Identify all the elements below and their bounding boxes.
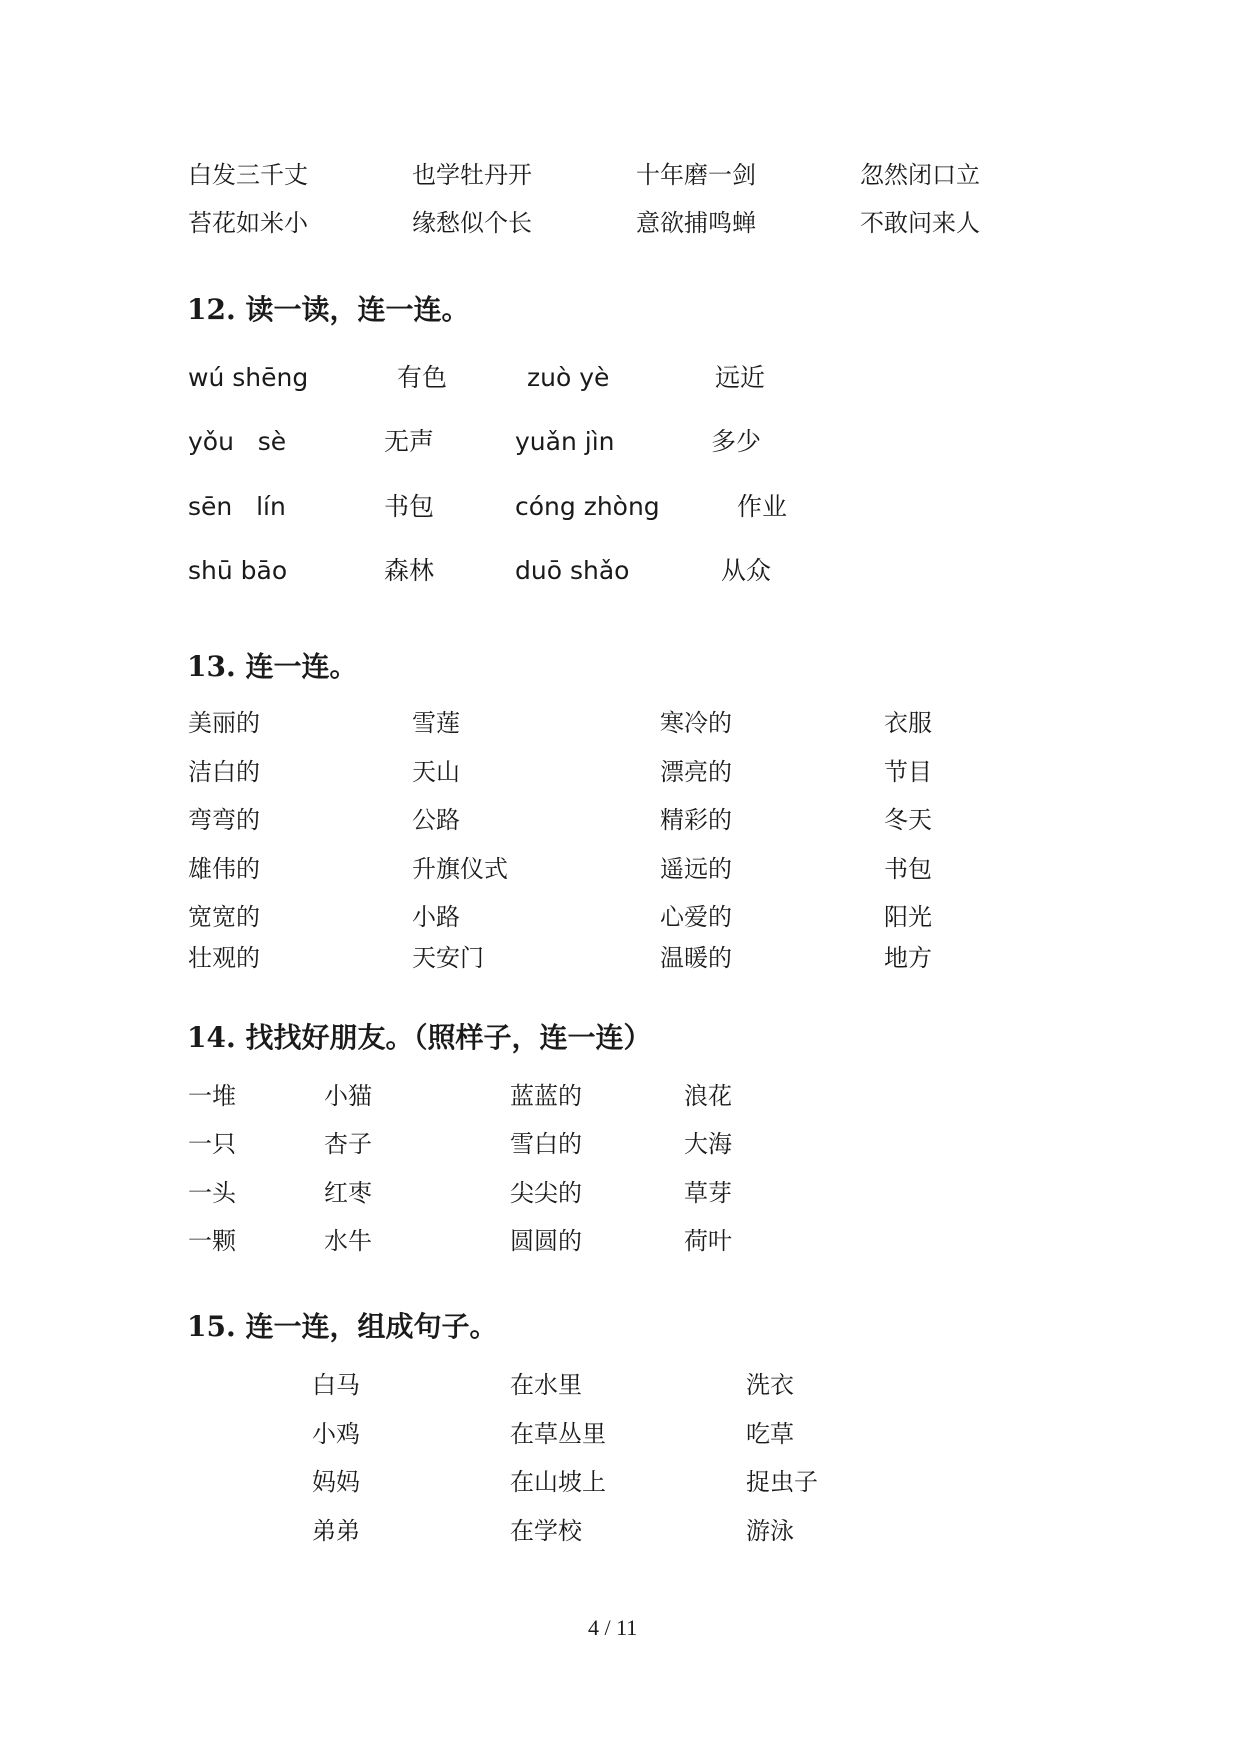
word-item: 在水里: [510, 1371, 582, 1399]
word-item: 雄伟的: [188, 855, 260, 883]
word-item: 阳光: [884, 903, 932, 931]
pinyin-item: yǒu sè: [188, 427, 287, 456]
poem-item: 不敢问来人: [860, 209, 980, 237]
word-item: 尖尖的: [510, 1179, 582, 1207]
word-item: 地方: [884, 944, 932, 972]
word-item: 衣服: [884, 709, 932, 737]
word-item: 在学校: [510, 1517, 582, 1545]
word-item: 天山: [412, 758, 460, 786]
word-item: 水牛: [324, 1227, 372, 1255]
pinyin-item: wú shēng: [188, 363, 309, 392]
pinyin-item: yuǎn jìn: [515, 427, 615, 456]
word-item: 多少: [711, 427, 762, 456]
word-item: 远近: [715, 363, 766, 392]
word-item: 小猫: [324, 1082, 372, 1110]
poem-item: 缘愁似个长: [412, 209, 532, 237]
word-item: 妈妈: [312, 1468, 360, 1496]
word-item: 在草丛里: [510, 1420, 606, 1448]
word-item: 洁白的: [188, 758, 260, 786]
word-item: 美丽的: [188, 709, 260, 737]
word-item: 红枣: [324, 1179, 372, 1207]
pinyin-item: zuò yè: [527, 363, 610, 392]
word-item: 洗衣: [746, 1371, 794, 1399]
word-item: 温暖的: [660, 944, 732, 972]
poem-item: 意欲捕鸣蝉: [636, 209, 756, 237]
word-item: 无声: [384, 427, 435, 456]
pinyin-item: shū bāo: [188, 556, 288, 585]
word-item: 吃草: [746, 1420, 794, 1448]
word-item: 小鸡: [312, 1420, 360, 1448]
question-title: 13. 连一连。: [187, 650, 358, 683]
word-item: 雪白的: [510, 1130, 582, 1158]
word-item: 大海: [684, 1130, 732, 1158]
word-item: 心爱的: [660, 903, 732, 931]
word-item: 升旗仪式: [412, 855, 508, 883]
word-item: 冬天: [884, 806, 932, 834]
word-item: 节目: [884, 758, 932, 786]
word-item: 作业: [737, 492, 788, 521]
word-item: 天安门: [412, 944, 484, 972]
poem-item: 十年磨一剑: [636, 161, 756, 189]
word-item: 一堆: [188, 1082, 236, 1110]
word-item: 森林: [384, 556, 435, 585]
word-item: 杏子: [324, 1130, 372, 1158]
pinyin-item: cóng zhòng: [515, 492, 660, 521]
word-item: 精彩的: [660, 806, 732, 834]
word-item: 宽宽的: [188, 903, 260, 931]
word-item: 漂亮的: [660, 758, 732, 786]
page-number: 4 / 11: [588, 1615, 638, 1640]
word-item: 一颗: [188, 1227, 236, 1255]
word-item: 弯弯的: [188, 806, 260, 834]
pinyin-item: duō shǎo: [515, 556, 630, 585]
word-item: 书包: [384, 492, 435, 521]
word-item: 从众: [721, 556, 772, 585]
word-item: 壮观的: [188, 944, 260, 972]
question-title: 12. 读一读，连一连。: [187, 293, 470, 326]
word-item: 捉虫子: [746, 1468, 818, 1496]
word-item: 寒冷的: [660, 709, 732, 737]
word-item: 有色: [397, 363, 448, 392]
word-item: 小路: [412, 903, 460, 931]
word-item: 游泳: [746, 1517, 794, 1545]
poem-item: 苔花如米小: [188, 209, 308, 237]
poem-item: 也学牡丹开: [412, 161, 532, 189]
word-item: 浪花: [684, 1082, 732, 1110]
word-item: 遥远的: [660, 855, 732, 883]
word-item: 公路: [412, 806, 460, 834]
word-item: 雪莲: [412, 709, 460, 737]
word-item: 荷叶: [684, 1227, 732, 1255]
word-item: 圆圆的: [510, 1227, 582, 1255]
pinyin-item: sēn lín: [188, 492, 286, 521]
word-item: 书包: [884, 855, 932, 883]
word-item: 一头: [188, 1179, 236, 1207]
word-item: 蓝蓝的: [510, 1082, 582, 1110]
word-item: 弟弟: [312, 1517, 360, 1545]
poem-item: 忽然闭口立: [860, 161, 980, 189]
word-item: 白马: [312, 1371, 360, 1399]
poem-item: 白发三千丈: [188, 161, 308, 189]
word-item: 在山坡上: [510, 1468, 606, 1496]
word-item: 草芽: [684, 1179, 732, 1207]
word-item: 一只: [188, 1130, 236, 1158]
question-title: 14. 找找好朋友。（照样子，连一连）: [187, 1021, 652, 1054]
question-title: 15. 连一连，组成句子。: [187, 1310, 498, 1343]
